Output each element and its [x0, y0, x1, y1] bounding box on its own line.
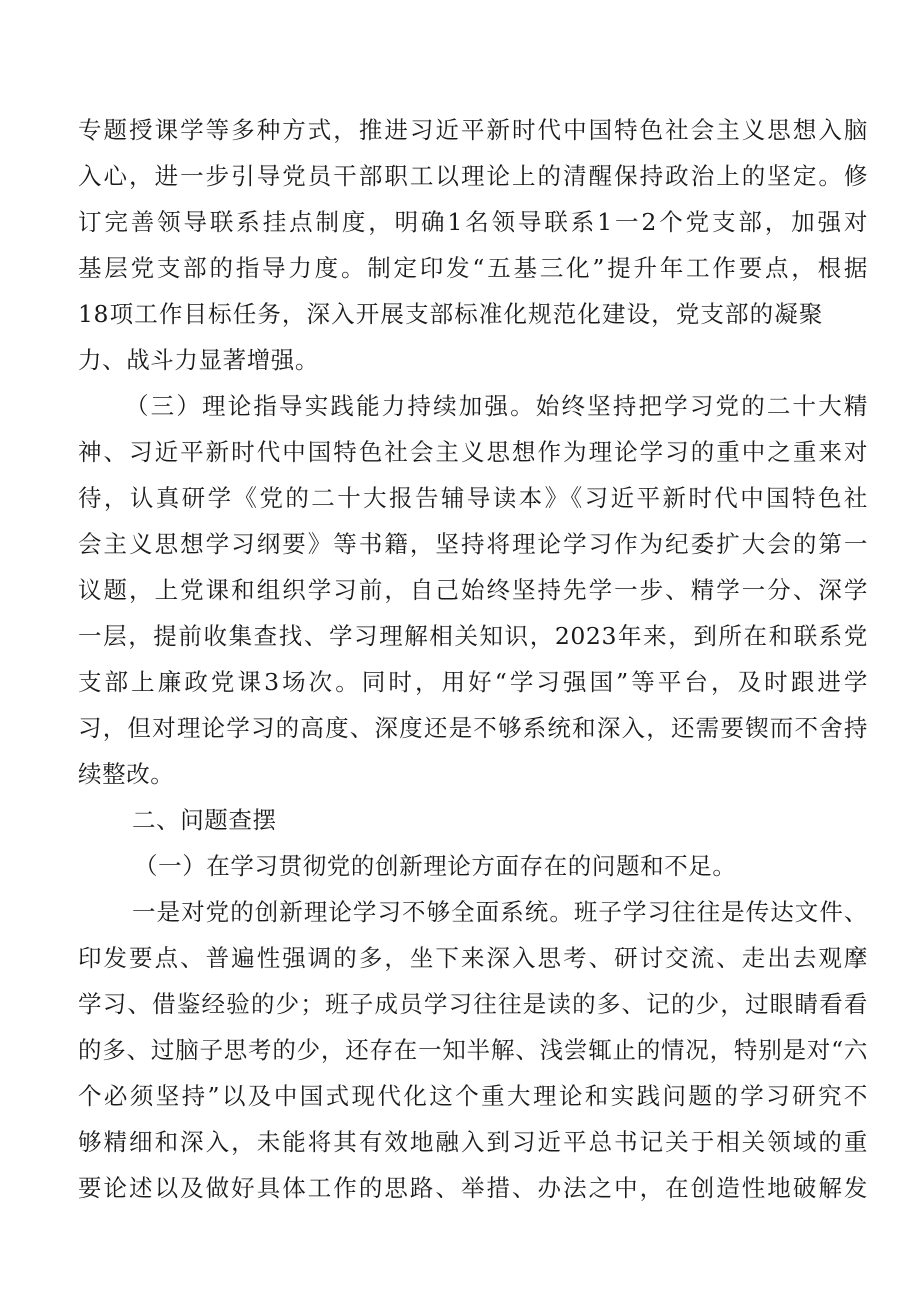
- text-line: 要论述以及做好具体工作的思路、举措、办法之中，在创造性地破解发: [78, 1174, 868, 1202]
- text-line: 够精细和深入，未能将其有效地融入到习近平总书记关于相关领域的重: [78, 1128, 868, 1156]
- subsection-heading: （一）在学习贯彻党的创新理论方面存在的问题和不足。: [134, 852, 737, 880]
- text-line: 的多、过脑子思考的少，还存在一知半解、浅尝辄止的情况，特别是对“六: [78, 1036, 868, 1064]
- text-line: 个必须坚持”以及中国式现代化这个重大理论和实践问题的学习研究不: [78, 1082, 868, 1110]
- section-heading-line: （三）理论指导实践能力持续加强。始终坚持把学习党的二十大精: [125, 392, 868, 420]
- text-line: 续整改。: [78, 760, 175, 788]
- text-line: 专题授课学等多种方式，推进习近平新时代中国特色社会主义思想入脑: [78, 116, 868, 144]
- text-line: 力、战斗力显著增强。: [78, 346, 319, 374]
- text-line: 会主义思想学习纲要》等书籍，坚持将理论学习作为纪委扩大会的第一: [78, 530, 868, 558]
- text-line: 基层党支部的指导力度。制定印发“五基三化”提升年工作要点，根据: [78, 254, 868, 282]
- text-line: 入心，进一步引导党员干部职工以理论上的清醒保持政治上的坚定。修: [78, 162, 868, 190]
- text-line: 神、习近平新时代中国特色社会主义思想作为理论学习的重中之重来对: [78, 438, 868, 466]
- text-line: 18项工作目标任务，深入开展支部标准化规范化建设，党支部的凝聚: [78, 300, 823, 328]
- text-line: 印发要点、普遍性强调的多，坐下来深入思考、研讨交流、走出去观摩: [78, 944, 868, 972]
- text-line: 学习、借鉴经验的少；班子成员学习往往是读的多、记的少，过眼睛看看: [78, 990, 868, 1018]
- text-line: 待，认真研学《党的二十大报告辅导读本》《习近平新时代中国特色社: [78, 484, 868, 512]
- text-line: 一层，提前收集查找、学习理解相关知识，2023年来，到所在和联系党: [78, 622, 868, 650]
- text-line: 支部上廉政党课3场次。同时，用好“学习强国”等平台，及时跟进学: [78, 668, 868, 696]
- text-line: 一是对党的创新理论学习不够全面系统。班子学习往往是传达文件、: [132, 898, 868, 926]
- section-heading: 二、问题查摆: [132, 806, 277, 834]
- text-line: 议题，上党课和组织学习前，自己始终坚持先学一步、精学一分、深学: [78, 576, 868, 604]
- text-line: 习，但对理论学习的高度、深度还是不够系统和深入，还需要锲而不舍持: [78, 714, 868, 742]
- text-line: 订完善领导联系挂点制度，明确1名领导联系1一2个党支部，加强对: [78, 208, 868, 236]
